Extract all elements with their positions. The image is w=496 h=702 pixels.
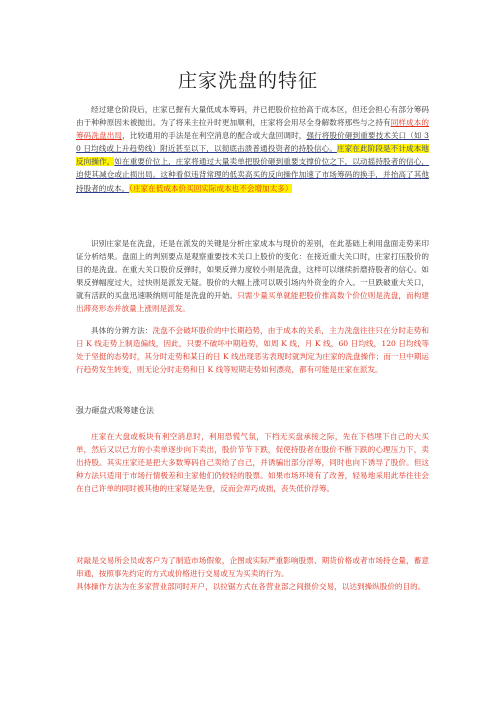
page-title: 庄家洗盘的特征: [177, 70, 318, 92]
paragraph-1: [76, 103, 429, 195]
p1-text-b: 同样成本的筹码洗盘出局: [76, 118, 429, 141]
p4-text-a: 庄家在大盘或板块有利空消息时，利用恐慌气氛，下档无买盘承接之际，先在下档埋下自己的大买单，然后又以已方的小卖单逐步向下卖出，股价节节下跌，促使持股者在股价不断下跌的心理压力下，卖出持股。其实庄家还是把大多数筹码自己卖给了自己，并诱骗出部分浮筹，同时也向下诱导了股价。但这种方法只适用于市场行情极差和主家他们仍较轻的股票。如果市场环境有了改善，轻易地采用此举往往会在自己许单的同时被其他的庄家疑是先登，反而会弄巧成拙，丧失低价浮筹。: [76, 432, 429, 494]
paragraph-3: [76, 324, 429, 376]
paragraph-2: [76, 237, 429, 316]
p1-text-g: （庄家在低成本价买回实际成本也不会增加太多）: [129, 183, 293, 193]
p1-text-f: 如在重要价位上，庄家将通过大量卖单把股价砸到重要支撑价位之下，以动摇持股者的信心，迫使其减仓或止损出局。这种看似违背常理的低卖高买的反向操作加速了市场筹码的换手，并抬高了其他持股者的成本。: [76, 157, 430, 193]
p1-text-d: 强行将股价砸到重要技术关口（如 30 日均线或上升趋势线）附近甚至以下，以彻底击溃普通投资者的持股信心。: [76, 131, 430, 154]
p5-text-a: 对敲是交易所会员或客户为了制造市场假象，企图或实际严重影响股票、期货价格或者市场持仓量，蓄意串通，按照事先约定的方式或价格进行交易或互为买卖的行为。: [76, 556, 429, 579]
p2-text-b: 只需少量买单就能把股价推高数个价位则是洗盘，而构建出滞亮形态并放量上涨则是派发。: [76, 291, 429, 314]
p5-text-b: 具体操作方法为在多家营业部同时开户，以拉锯方式在各营业部之间报价交易，以达到操纵股价的目的。: [76, 582, 426, 592]
paragraph-4: [76, 430, 429, 495]
section-heading: 强力砸盘式吸筹建仓法: [76, 406, 154, 415]
paragraph-5: [76, 554, 429, 593]
p1-text-c: ，比较通用的手法是在利空消息的配合或大盘回调时，: [122, 131, 307, 141]
p3-text-a: 具体的分辨方法：: [91, 326, 153, 335]
p3-text-b: 洗盘不会破坏股价的中长期趋势，由于成本的关系，主力洗盘往往只在分时走势和日 K 线走势上制造偏线，因此，只要不破坏中期趋势，如周 K 线，月 K 线，60 日均线，120 日均线等处于坚挺的态势时，其分时走势和某日的日 K 线出现恶劣表现时就判定为庄家的洗盘操作；而一旦中期运行趋势发生转变，则无论分时走势和日 K 线等短期走势如何漂亮，都有可能是庄家在派发。: [76, 326, 430, 375]
p2-text-a: 识别庄家是在洗盘，还是在派发的关键是分析庄家成本与现价的差别，在此基础上利用盘面走势来印证分析结果。盘面上的判别要点是观察重要技术关口上股价的变化：在接近重大关口时，庄家打压股价的目的是洗盘。在重大关口股价反弹时，如果反弹力度较小则是洗盘，这样可以继续折磨持股者的信心。如果反弹幅度过大，过快则是派发无疑。股价的大幅上涨可以吸引场内外资金的介入。一旦跌破重大关口，就有活跃的买盘迅速吸纳则可能是洗盘的开始。: [76, 239, 429, 301]
p1-text-e: 庄家在此阶段是不计成本地反向操作，: [76, 144, 430, 167]
p1-text-a: 经过建仓阶段后，庄家已握有大量低成本筹码，并已把股价拉抬高于成本区，但还会担心有部分筹码由于种种原因未被抛出。为了将来主拉升时更加顺利，庄家将会用尽全身解数将那些与之持有: [76, 105, 429, 128]
